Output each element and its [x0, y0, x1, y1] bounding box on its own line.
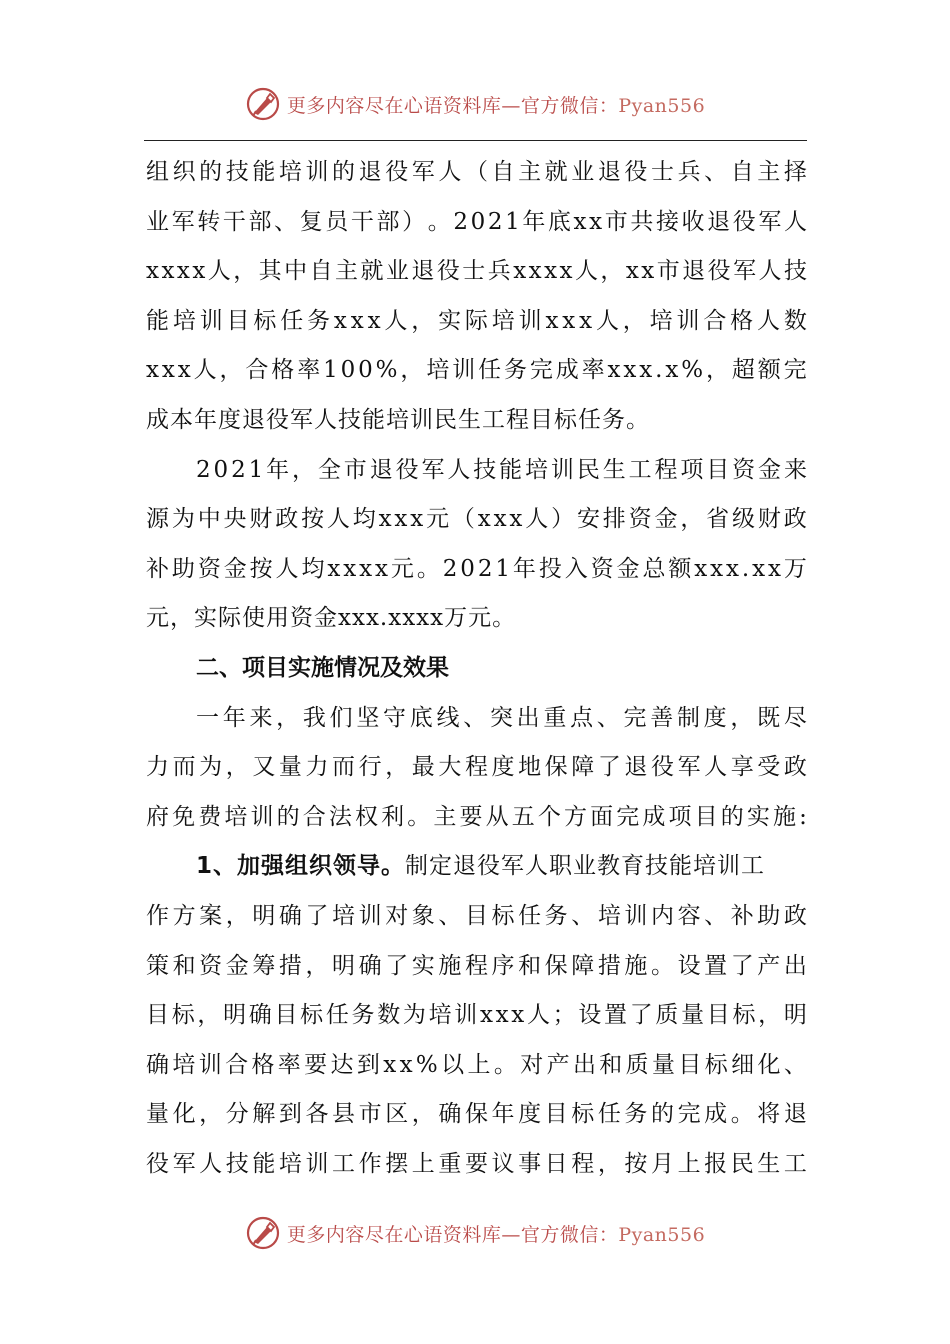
paragraph-line: 一 年 来 ， 我 们 坚 守 底 线 、 突 出 重 点 、 完 善 制 度 ， 既 尽	[196, 704, 808, 731]
bold-lead: 1、加强组织领导。	[196, 853, 406, 880]
paragraph-line: 役 军 人 技 能 培 训 工 作 摆 上 重 要 议 事 日 程 ， 按 月 上 报 民 生 工	[146, 1150, 808, 1177]
header-divider	[144, 140, 807, 141]
section-heading: 二、项目实施情况及效果	[196, 654, 449, 681]
footer-banner	[0, 1213, 950, 1253]
pen-nib-logo-icon	[245, 86, 281, 122]
pen-nib-logo-icon	[245, 1215, 281, 1251]
banner-text	[287, 1220, 705, 1247]
paragraph-line: 量 化 ， 分 解 到 各 县 市 区 ， 确 保 年 度 目 标 任 务 的 完 成 。 将 退	[146, 1101, 808, 1128]
paragraph-line: 确 培 训 合 格 率 要 达 到 x x % 以 上 。 对 产 出 和 质 量 目 标 细 化 、	[146, 1051, 808, 1078]
paragraph-line: 源 为 中 央 财 政 按 人 均 x x x 元 （ x x x 人 ） 安 排 资 金 ， 省 级 财 政	[146, 506, 808, 533]
paragraph-line: 策 和 资 金 筹 措 ， 明 确 了 实 施 程 序 和 保 障 措 施 。 设 置 了 产 出	[146, 952, 808, 979]
paragraph-line: 业 军 转 干 部 、 复 员 干 部 ） 。 2 0 2 1 年 底 x x 市 共 接 收 退 役 军 人	[146, 208, 808, 235]
paragraph-line: 能 培 训 目 标 任 务 x x x 人 ， 实 际 培 训 x x x 人 ， 培 训 合 格 人 数	[146, 307, 808, 334]
banner-label: 更多内容尽在心语资料库—官方微信：	[286, 1223, 619, 1246]
banner-text	[287, 91, 705, 118]
paragraph-line: 府 免 费 培 训 的 合 法 权 利 。 主 要 从 五 个 方 面 完 成 项 目 的 实 施 :	[146, 803, 808, 830]
header-banner	[0, 84, 950, 124]
paragraph-line: 力 而 为 ， 又 量 力 而 行 ， 最 大 程 度 地 保 障 了 退 役 军 人 享 受 政	[146, 754, 808, 781]
paragraph-line: 2 0 2 1 年 ， 全 市 退 役 军 人 技 能 培 训 民 生 工 程 项 目 资 金 来	[196, 456, 808, 483]
paragraph-line: 作 方 案 ， 明 确 了 培 训 对 象 、 目 标 任 务 、 培 训 内 容 、 补 助 政	[146, 902, 808, 929]
paragraph-line: 补 助 资 金 按 人 均 x x x x 元 。 2 0 2 1 年 投 入 资 金 总 额 x x x . x x 万	[146, 555, 808, 582]
paragraph-line	[146, 842, 808, 892]
banner-label: 更多内容尽在心语资料库—官方微信：	[286, 94, 619, 117]
paragraph-line: 目 标 ， 明 确 目 标 任 务 数 为 培 训 x x x 人 ； 设 置 了 质 量 目 标 ， 明	[146, 1002, 808, 1029]
paragraph-line: 组 织 的 技 能 培 训 的 退 役 军 人 （ 自 主 就 业 退 役 士 兵 、 自 主 择	[146, 159, 808, 185]
paragraph-line: x x x 人 ， 合 格 率 1 0 0 % ， 培 训 任 务 完 成 率 x x x . x % ， 超 额 完	[146, 357, 808, 384]
line-text: 制定退役军人职业教育技能培训工	[405, 853, 766, 880]
banner-wechat-id: Pyan556	[618, 1223, 706, 1246]
paragraph-line: 元，实际使用资金xxx.xxxx万元。	[146, 605, 517, 632]
paragraph-line: 成本年度退役军人技能培训民生工程目标任务。	[146, 406, 650, 433]
paragraph-line: x x x x 人 ， 其 中 自 主 就 业 退 役 士 兵 x x x x 人 ， x x 市 退 役 军 人 技	[146, 258, 808, 285]
document-body	[146, 148, 808, 1189]
banner-wechat-id: Pyan556	[618, 94, 706, 117]
